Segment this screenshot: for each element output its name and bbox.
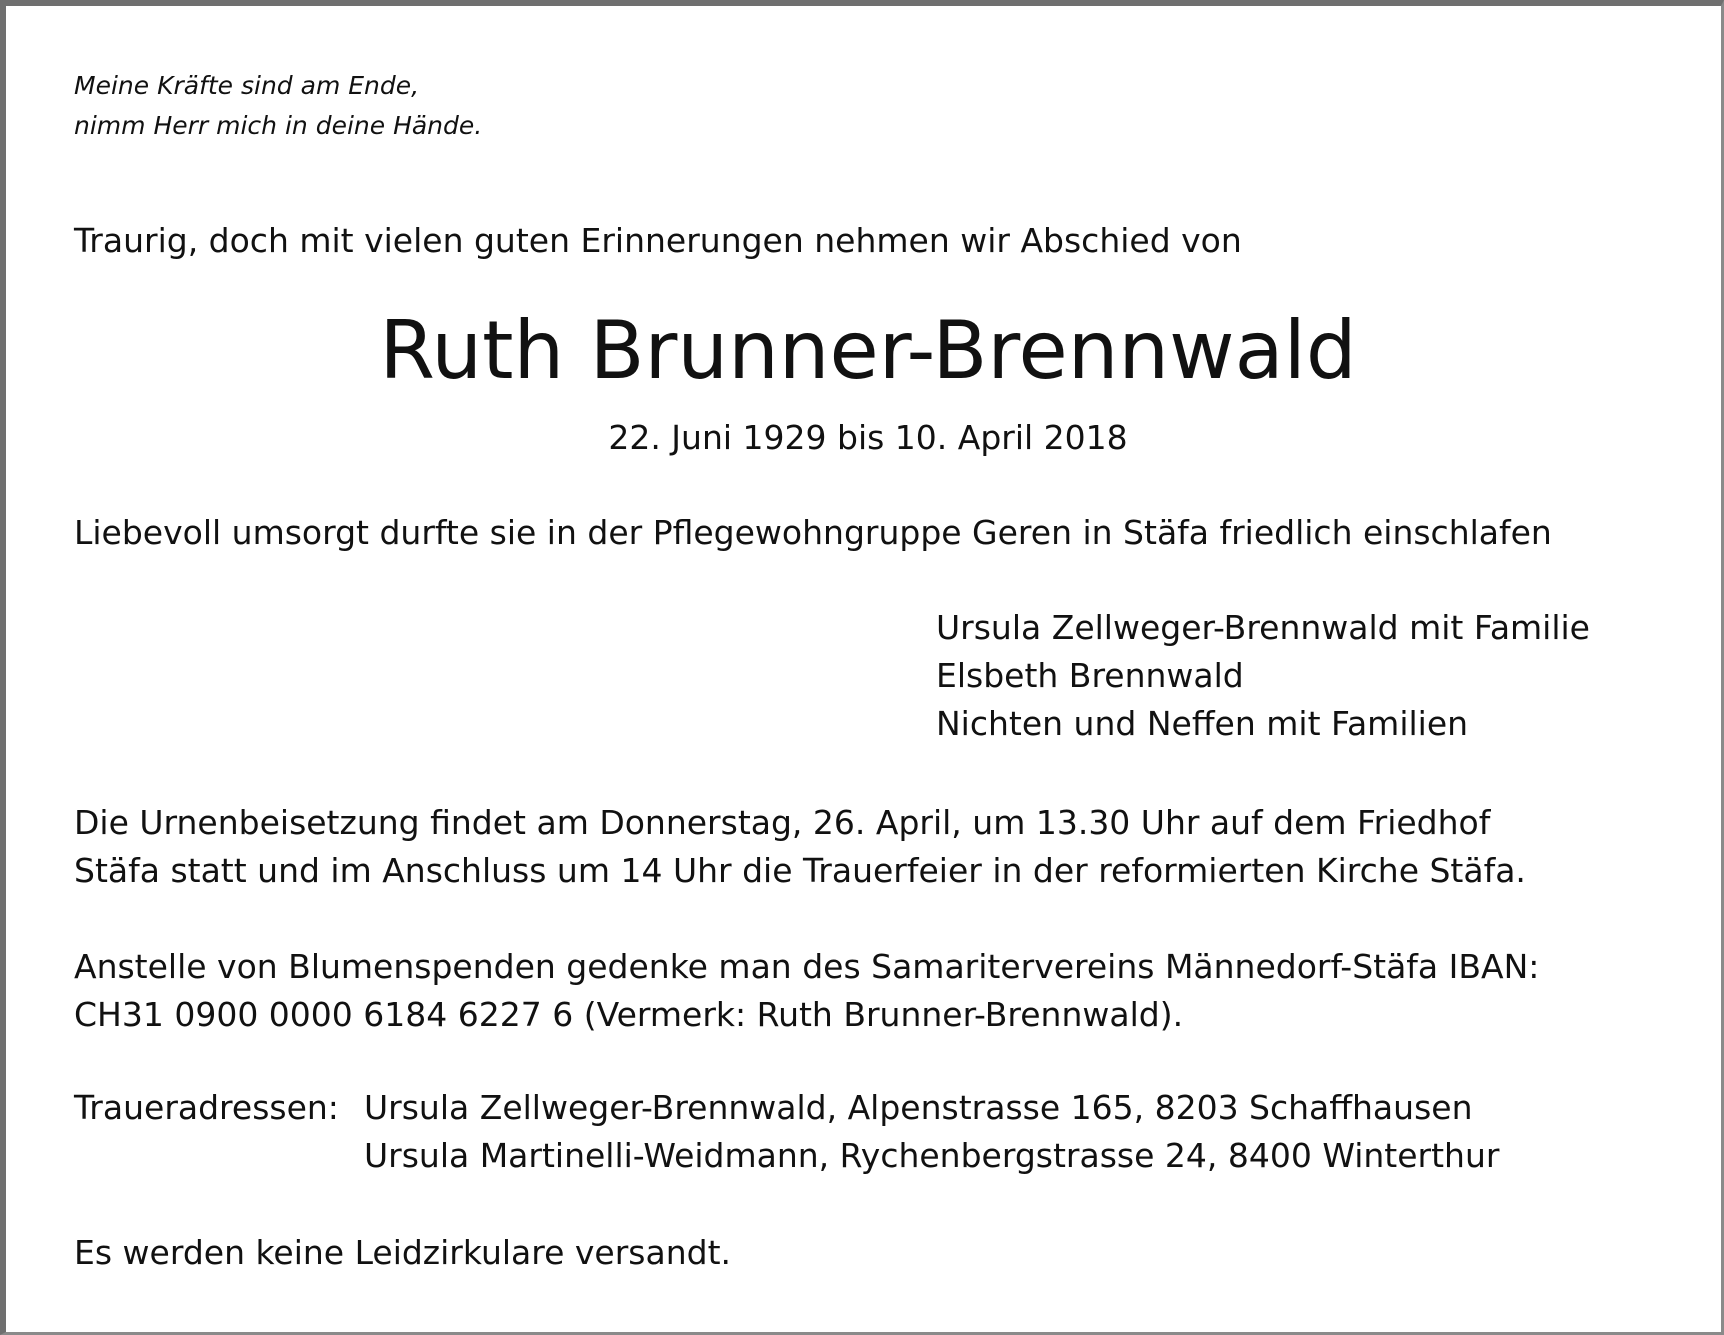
donation-info [74,943,1539,1039]
address-line: Ursula Martinelli-Weidmann, Rychenbergstrasse 24, 8400 Winterthur [364,1136,1500,1175]
motto-line-2: nimm Herr mich in deine Hände. [74,111,483,140]
ceremony-line-2: Stäfa statt und im Anschluss um 14 Uhr die Trauerfeier in der reformierten Kirche Stäfa. [74,851,1526,890]
mourner-item: Elsbeth Brennwald [936,656,1244,695]
mourner-item: Nichten und Neffen mit Familien [936,704,1469,743]
addresses-label: Traueradressen: [74,1088,339,1127]
address-row [74,1084,1499,1132]
motto-line-1: Meine Kräfte sind am Ende, [74,71,420,100]
mourner-item: Ursula Zellweger-Brennwald mit Familie [936,608,1590,647]
mourners-list [936,604,1590,748]
donation-line-1: Anstelle von Blumenspenden gedenke man des Samaritervereins Männedorf-Stäfa IBAN: [74,947,1540,986]
intro-text: Traurig, doch mit vielen guten Erinnerungen nehmen wir Abschied von [74,221,1242,260]
life-dates: 22. Juni 1929 bis 10. April 2018 [608,418,1128,457]
closing-note: Es werden keine Leidzirkulare versandt. [74,1233,732,1272]
mourning-addresses [74,1084,1499,1180]
address-row [74,1132,1499,1180]
motto-verse [74,66,482,146]
addresses-label-spacer [74,1132,364,1180]
ceremony-line-1: Die Urnenbeisetzung findet am Donnerstag, 26. April, um 13.30 Uhr auf dem Friedhof [74,803,1491,842]
ceremony-info [74,799,1526,895]
address-line: Ursula Zellweger-Brennwald, Alpenstrasse 165, 8203 Schaffhausen [364,1088,1473,1127]
deceased-name: Ruth Brunner-Brennwald [379,304,1357,397]
donation-line-2: CH31 0900 0000 6184 6227 6 (Vermerk: Ruth Brunner-Brennwald). [74,995,1184,1034]
passing-statement: Liebevoll umsorgt durfte sie in der Pflegewohngruppe Geren in Stäfa friedlich einschlafen [74,513,1552,552]
